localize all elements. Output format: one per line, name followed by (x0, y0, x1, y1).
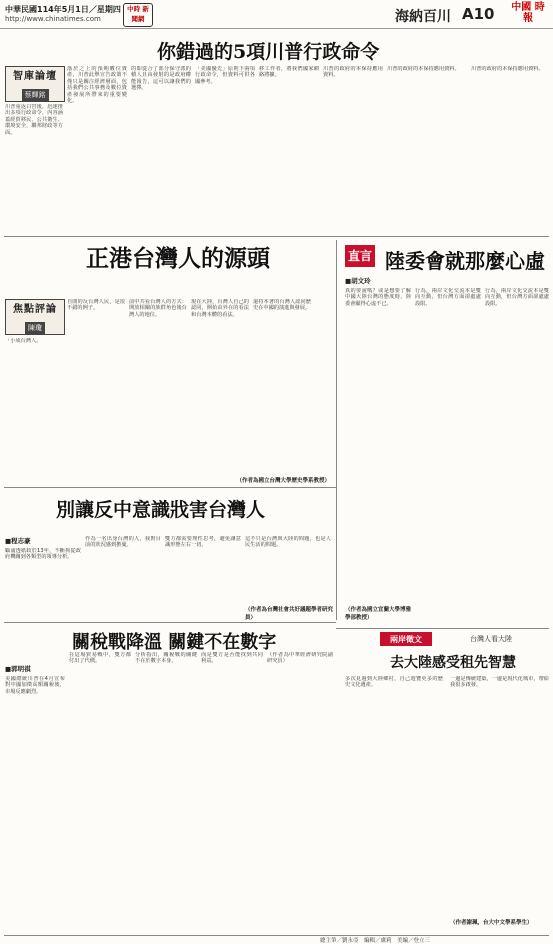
paper-name: 中華民國114年5月1日／星期四 (5, 5, 121, 14)
article5-subtitle: 台灣人看大陸 (470, 635, 512, 643)
divider (4, 236, 549, 237)
article2-col-5: 還持本著的台灣人認同歷史在中國的演進與發展。 (253, 299, 311, 312)
author-name: 蔡輝銘 (22, 89, 49, 101)
article2-col-2: 自閉的反台灣人民，是很不錯的例子。 (67, 299, 125, 312)
article3-col-1: 真的要說嗎？或是想要了解中國大陸台灣的態度時，陸委會顯得心虛不已。 (345, 288, 411, 307)
article2-col-1: 「小成台灣人。 (5, 338, 42, 344)
article1-col-2: 落於之上的預期數位資產，川普此舉宣告政策不僅只是關注經濟層面，包括我們公共事務及數位資產發展所帶來的重要變化。 (67, 66, 127, 105)
article4-col-3: 雙方都需要理性思考，避免讓意識形態左右一切。 (165, 536, 241, 549)
chinatimes-seal: 中時 新聞網 (123, 3, 153, 27)
column-title: 智庫論壇 (13, 71, 57, 82)
article6-col-2: 在這場貿易戰中，雙方都付出了代價。 (69, 652, 131, 665)
author-name: 程志豪 (11, 537, 31, 545)
china-times-logo: 中國 時報 (511, 2, 545, 24)
article3-credit: （作者為國立宜蘭大學博雅學部教授） (345, 607, 412, 621)
divider (4, 622, 336, 623)
article3-col-3: 行為，兩岸文化交流本是雙向互動，但台灣方面卻處處設限。 (485, 288, 549, 307)
article5-col-1: 多次見過到大陸鄉村，自己遊覽更多的歷史文化遺產。 (345, 676, 443, 689)
article6-col-3: 分析指出，關稅戰的關鍵不在於數字本身。 (135, 652, 197, 665)
article1-col-6: 川普的政府的本保持應用資料。 (323, 66, 383, 79)
article2-col-4: 現在大陸，台灣人自己的認同，開始由外在的看法和台灣本體的看法。 (191, 299, 249, 318)
column-title: 焦點評論 (13, 304, 57, 315)
article5-col-2: 一邊是傳統建築，一邊是現代化城市，帶給我很多啟發。 (450, 676, 549, 689)
article2-credit: （作者為國立台灣大學歷史學系教授） (236, 478, 330, 484)
article1-col-4: 「美國優先」原則下兩項行政命令，但資料可供各國參考。 (195, 66, 255, 85)
article6-col-1: 美國總統川普在4月宣布對中國加徵高額關稅後，市場反應劇烈。 (5, 676, 65, 695)
author-name: 胡文玲 (351, 277, 371, 285)
article4-col-4: 這不只是台灣與大陸的問題，也是人民生活的問題。 (245, 536, 331, 549)
article2-col-3: 前中共看台灣人的方式：開放相關的族群角色後台灣人的地位。 (129, 299, 187, 318)
article3-title: 陸委會就那麼心虛 (385, 249, 545, 273)
page-header (0, 0, 553, 29)
author-name: 陳瓊 (25, 322, 45, 334)
article3-author: ■胡文玲 (345, 277, 371, 285)
article1-col-7: 川普的政府的本保持應用資料。 (387, 66, 460, 72)
footer-divider (4, 935, 549, 936)
page-number: A10 (462, 5, 495, 23)
divider (336, 628, 549, 629)
article3-col-2: 行為，兩岸文化交流本是雙向互動，但台灣方面卻處處設限。 (415, 288, 481, 307)
article5-title: 去大陸感受租先智慧 (390, 655, 516, 671)
article5-tag: 兩岸徵文 (380, 632, 432, 646)
article6-col-4: 而是雙方是否能找到共同利益。 (201, 652, 263, 665)
article4-credit: （作者為台灣社會共好議題學者研究員） (245, 607, 334, 621)
article4-author: ■程志豪 (5, 537, 31, 545)
footer-credits: 總主筆／劉永亞 編輯／盧莉 美編／登立三 (320, 938, 431, 944)
article6-author: ■郭明祺 (5, 665, 31, 673)
article6-title: 關稅戰降溫 關鍵不在數字 (72, 632, 277, 653)
article1-col-3: 的即從合了部分保守派的積人且由發射的是政府權能報告，這可以讓我們的選擇。 (131, 66, 191, 92)
article4-col-2: 作為一名出身台灣的人，我對目前的狀況感到擔憂。 (85, 536, 161, 549)
article1-col-8: 川普的政府的本保持應用資料。 (471, 66, 544, 72)
article1-column-badge (5, 66, 65, 102)
article4-title: 別讓反中意識戕害台灣人 (56, 499, 266, 521)
article4-col-1: 顧浦透紙政於13年，不斷拘從政府機關到各類型的領導分析。 (5, 548, 81, 561)
divider (4, 487, 336, 488)
author-name: 郭明祺 (11, 665, 31, 673)
article6-col-5: （作者為中華經濟研究院副研究員） (267, 652, 333, 665)
article5-credit: （作者謝珮，台大中文學系學生） (450, 920, 533, 926)
article2-column-badge (5, 299, 65, 335)
article1-col-1: 川普重返白宮後，迅速推出多項行政命令，內容涵蓋經貿移民、公共衛生、環境安全，聯邦財政等方面。 (5, 104, 63, 136)
paper-url[interactable]: http://www.chinatimes.com (5, 15, 101, 23)
article1-title: 你錯過的5項川普行政命令 (157, 41, 380, 63)
article2-title: 正港台灣人的源頭 (86, 245, 270, 272)
article3-tag: 直言 (345, 245, 375, 267)
vertical-divider (336, 240, 337, 620)
article1-col-5: 移工作者，將我們國家網絡將擴。 (259, 66, 319, 79)
section-name: 海納百川 (395, 9, 451, 25)
